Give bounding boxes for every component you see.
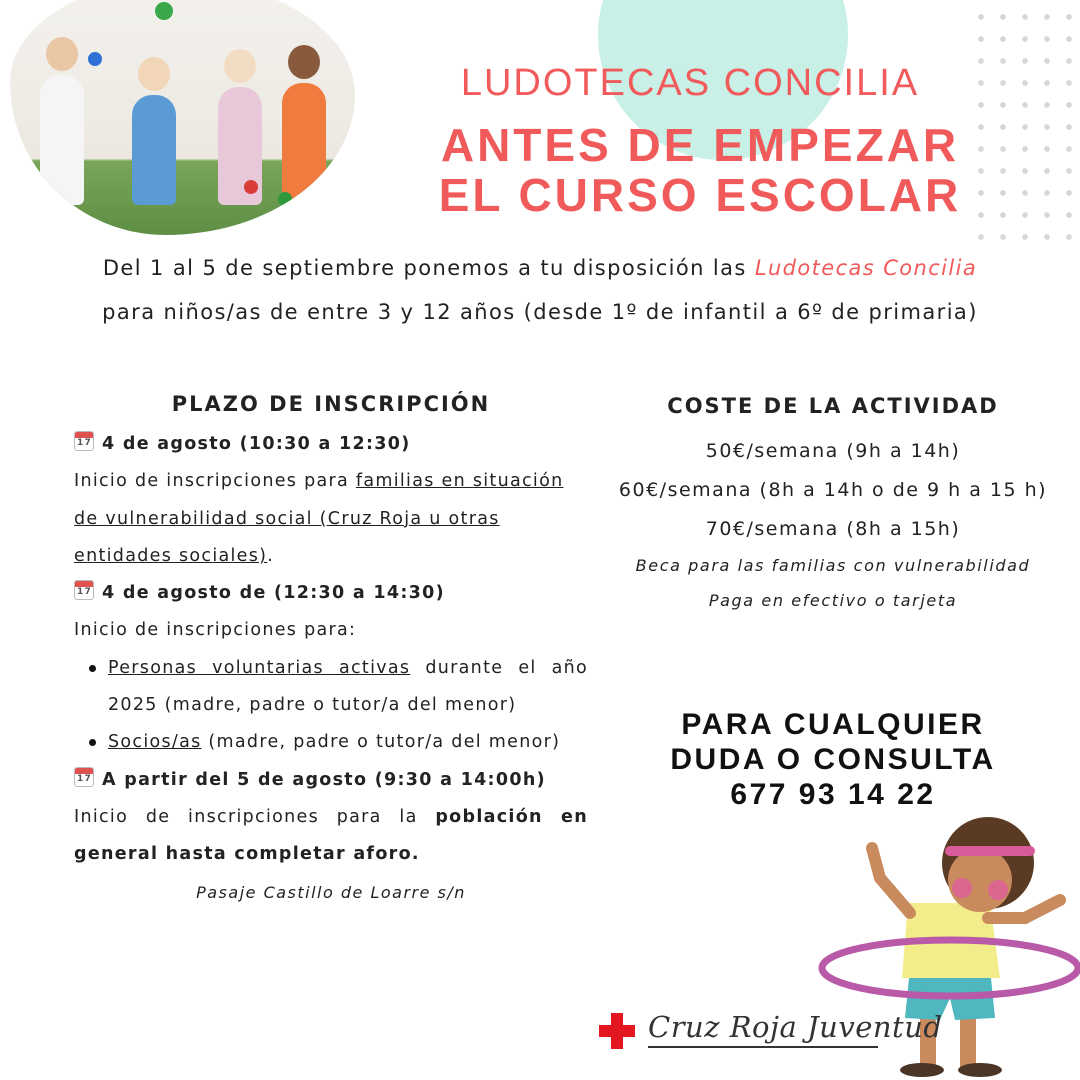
list-item-text: durante el año 2025 (madre, padre o tutor/a del menor)	[108, 657, 588, 716]
list-item	[108, 650, 588, 725]
green-ball	[155, 2, 173, 20]
list-item-text: (madre, padre o tutor/a del menor)	[201, 732, 561, 753]
green-ball	[278, 192, 292, 206]
children-playing-photo	[10, 0, 355, 235]
vulnerable-families-link: familias en situación de vulnerabilidad social (Cruz Roja u otras entidades sociales)	[74, 471, 564, 566]
red-cross-icon-bar	[599, 1025, 635, 1037]
intro-line-2: para niños/as de entre 3 y 12 años (desde 1º de infantil a 6º de primaria)	[102, 300, 978, 324]
subtitle-line: EL CURSO ESCOLAR	[438, 169, 962, 221]
child-figure	[282, 83, 326, 205]
calendar-icon	[74, 767, 94, 787]
inscripcion-section	[74, 426, 588, 911]
calendar-icon	[74, 580, 94, 600]
block-text: Inicio de inscripciones para	[74, 471, 356, 492]
price-notes	[598, 548, 1068, 618]
green-ball	[308, 196, 322, 210]
price-item: 50€/semana (9h a 14h)	[705, 440, 961, 462]
intro-text	[40, 246, 1040, 334]
note-item: Paga en efectivo o tarjeta	[708, 591, 958, 610]
price-item: 60€/semana (8h a 14h o de 9 h a 15 h)	[618, 479, 1048, 501]
list-item	[108, 724, 588, 761]
date-label: 4 de agosto (10:30 a 12:30)	[102, 434, 411, 454]
price-item: 70€/semana (8h a 15h)	[705, 518, 961, 540]
contact-block	[610, 707, 1056, 812]
red-ball	[244, 180, 258, 194]
contact-line: DUDA O CONSULTA	[670, 743, 996, 776]
contact-line: PARA CUALQUIER	[681, 708, 985, 741]
list-item-link: Personas voluntarias activas	[108, 657, 411, 678]
block-text-bold: población en general hasta completar aforo.	[74, 806, 588, 865]
block-text: Inicio de inscripciones para:	[74, 620, 357, 641]
price-list	[598, 432, 1068, 549]
address: Pasaje Castillo de Loarre s/n	[196, 882, 466, 902]
block-text: Inicio de inscripciones para la	[74, 806, 436, 827]
date-label: 4 de agosto de (12:30 a 14:30)	[102, 583, 445, 604]
block-text: .	[267, 545, 275, 566]
intro-line-1: Del 1 al 5 de septiembre ponemos a tu disposición las	[102, 256, 755, 280]
date-label: A partir del 5 de agosto (9:30 a 14:00h)	[102, 769, 546, 790]
note-item: Beca para las familias con vulnerabilidad	[635, 556, 1031, 575]
logo-text: Cruz Roja Juventud	[648, 1010, 943, 1044]
calendar-icon	[74, 431, 94, 451]
blue-ball	[88, 52, 102, 66]
child-figure	[132, 95, 176, 205]
intro-highlight: Ludotecas Concilia	[754, 256, 978, 280]
logo-underline	[648, 1046, 878, 1048]
eligible-list	[74, 650, 588, 762]
inscripcion-heading: PLAZO DE INSCRIPCIÓN	[171, 392, 491, 416]
list-item-link: Socios/as	[108, 732, 202, 753]
subtitle-line: ANTES DE EMPEZAR	[440, 119, 960, 171]
page-title: LUDOTECAS CONCILIA	[460, 62, 920, 104]
contact-phone: 677 93 14 22	[730, 778, 936, 811]
cruz-roja-juventud-logo	[598, 1010, 943, 1060]
child-figure	[40, 75, 84, 205]
page-subtitle	[380, 120, 1020, 220]
coste-heading: COSTE DE LA ACTIVIDAD	[667, 394, 999, 418]
